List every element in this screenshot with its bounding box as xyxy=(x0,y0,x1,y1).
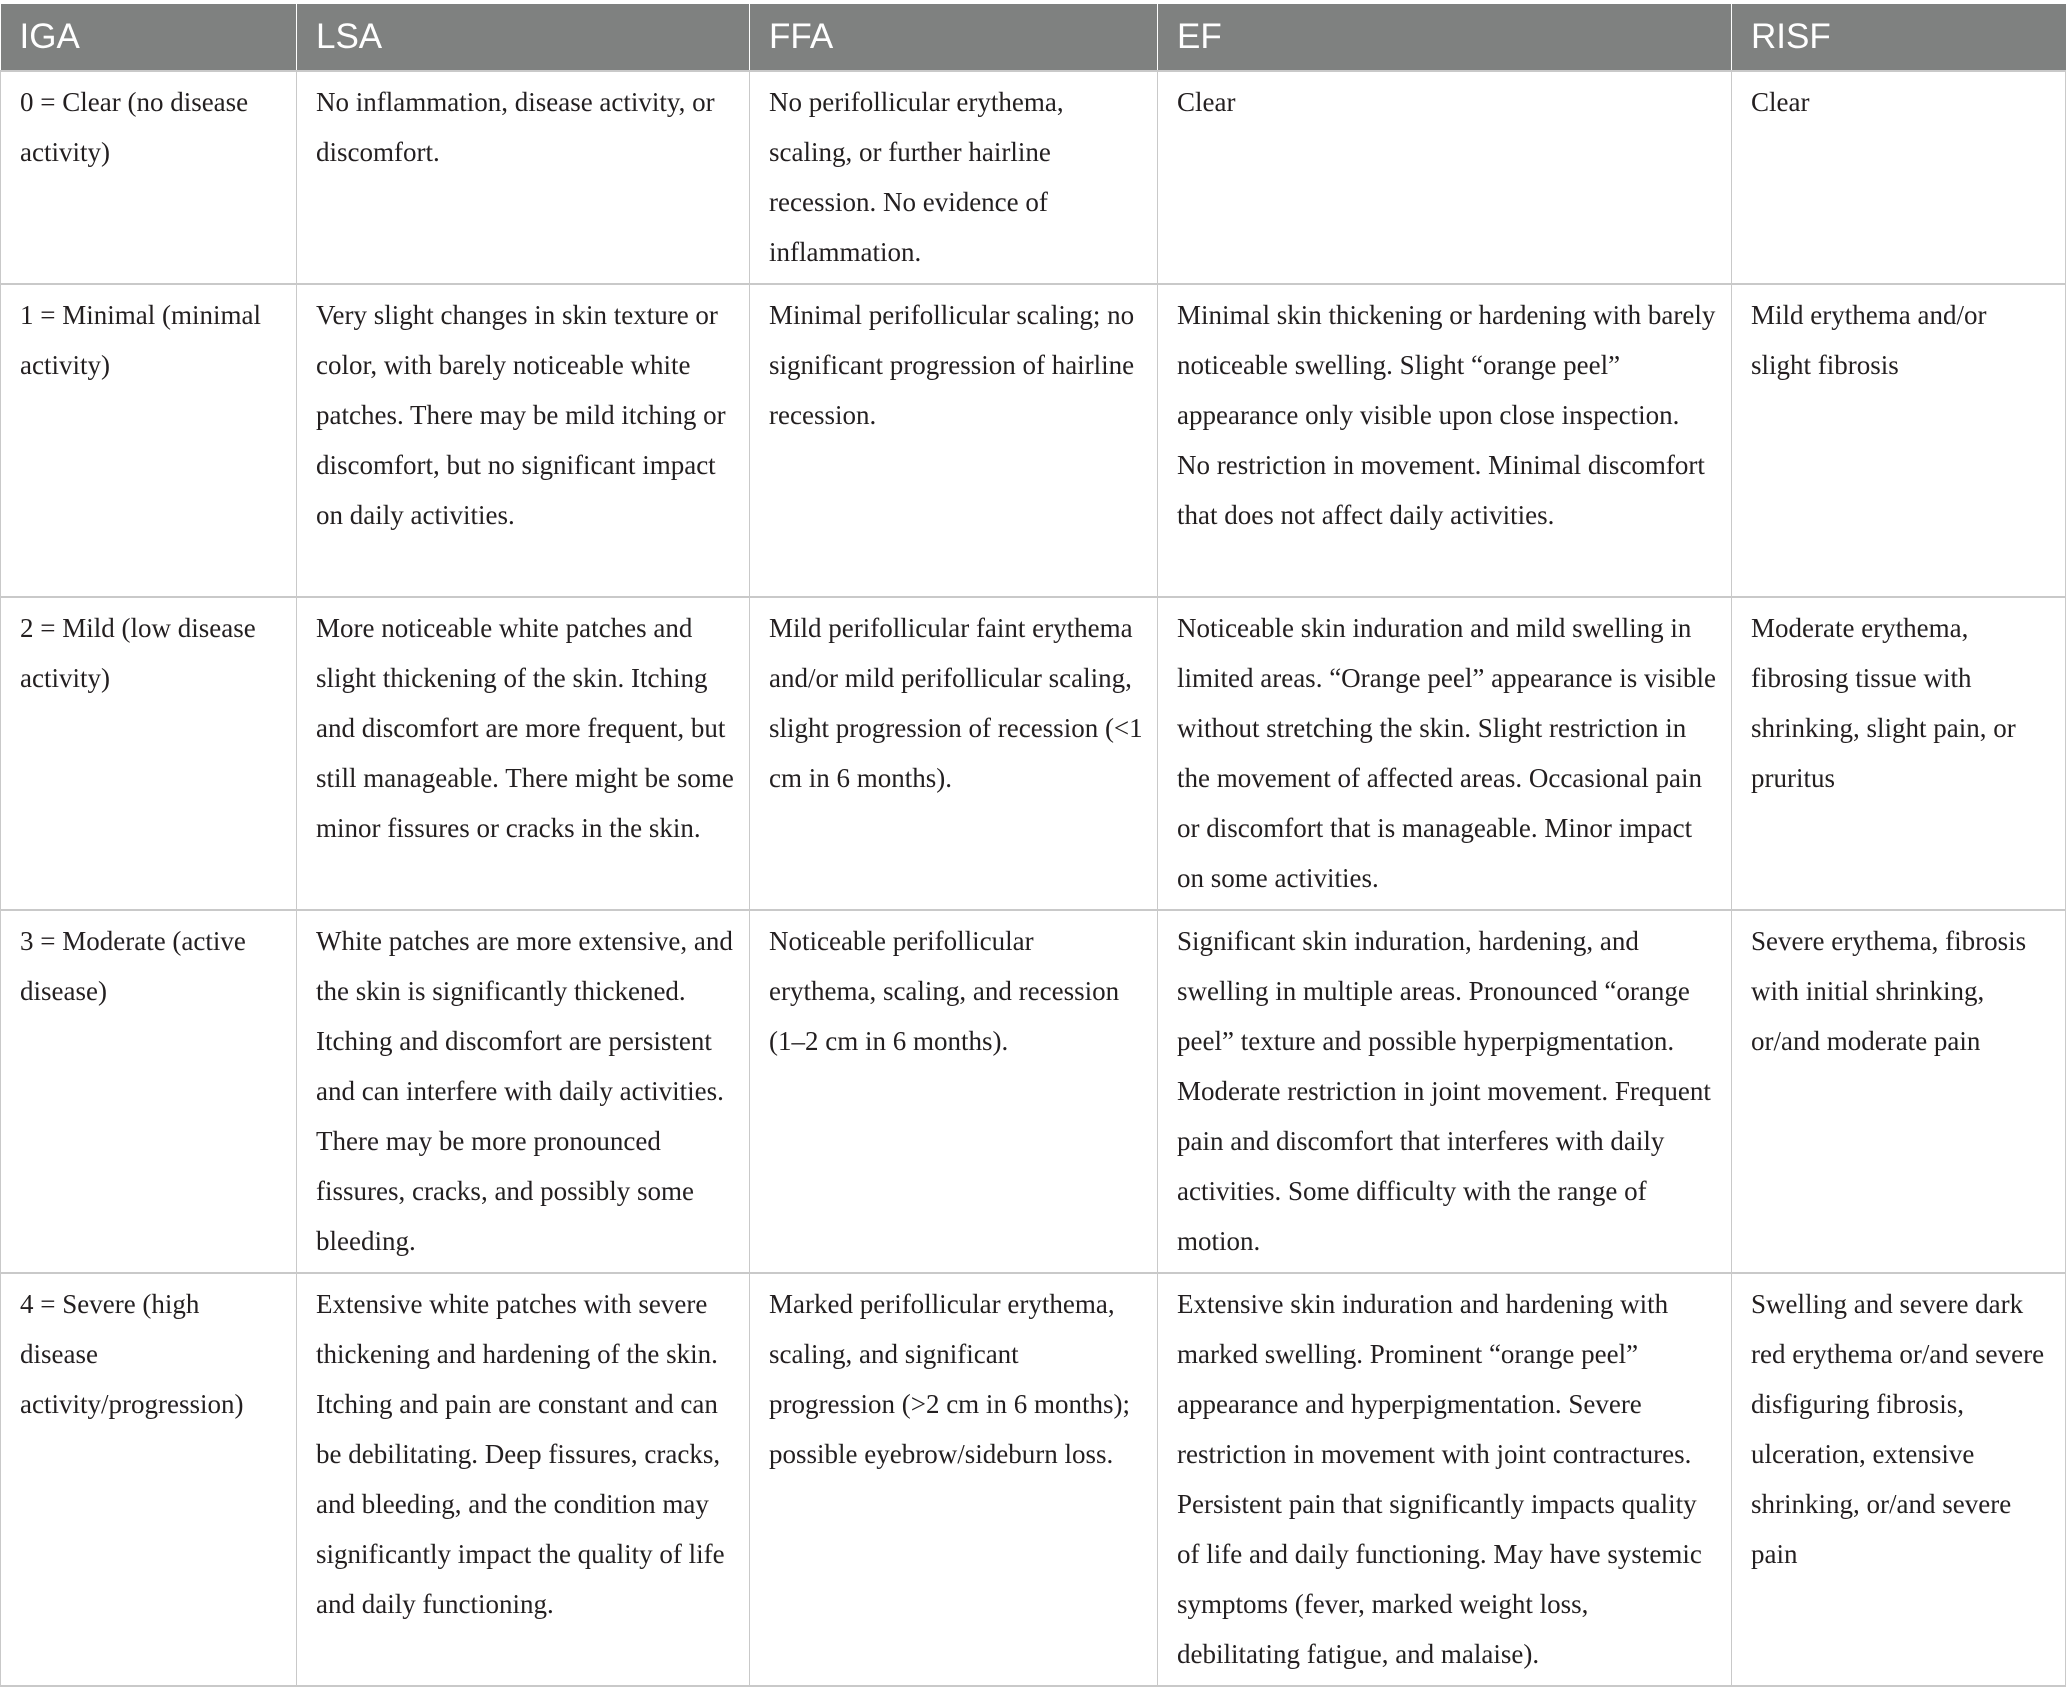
header-iga: IGA xyxy=(1,4,297,71)
cell-ffa: Marked perifollicular erythema, scaling, and significant progression (>2 cm in 6 months); possible eyebrow/sideburn loss. xyxy=(750,1273,1158,1686)
cell-ef: Minimal skin thickening or hardening with barely noticeable swelling. Slight “orange peel” appearance only visible upon close inspection. No restriction in movement. Minimal discomfort that does not affect daily activities. xyxy=(1158,284,1732,597)
cell-lsa: Very slight changes in skin texture or color, with barely noticeable white patches. There may be mild itching or discomfort, but no significant impact on daily activities. xyxy=(297,284,750,597)
header-lsa: LSA xyxy=(297,4,750,71)
table-row xyxy=(1,71,2066,284)
cell-ef: Noticeable skin induration and mild swelling in limited areas. “Orange peel” appearance is visible without stretching the skin. Slight restriction in the movement of affected areas. Occasional pain or discomfort that is manageable. Minor impact on some activities. xyxy=(1158,597,1732,910)
cell-ef: Extensive skin induration and hardening with marked swelling. Prominent “orange peel” appearance and hyperpigmentation. Severe restriction in movement with joint contractures. Persistent pain that significantly impacts quality of life and daily functioning. May have systemic symptoms (fever, marked weight loss, debilitating fatigue, and malaise). xyxy=(1158,1273,1732,1686)
cell-risf: Mild erythema and/or slight fibrosis xyxy=(1732,284,2066,597)
table-header xyxy=(1,4,2066,71)
table-row xyxy=(1,284,2066,597)
cell-ffa: Mild perifollicular faint erythema and/or mild perifollicular scaling, slight progression of recession (<1 cm in 6 months). xyxy=(750,597,1158,910)
cell-ffa: Minimal perifollicular scaling; no significant progression of hairline recession. xyxy=(750,284,1158,597)
severity-table xyxy=(0,4,2066,1687)
cell-risf: Clear xyxy=(1732,71,2066,284)
cell-ffa: Noticeable perifollicular erythema, scaling, and recession (1–2 cm in 6 months). xyxy=(750,910,1158,1273)
cell-ef: Significant skin induration, hardening, and swelling in multiple areas. Pronounced “orange peel” texture and possible hyperpigmentation. Moderate restriction in joint movement. Frequent pain and discomfort that interferes with daily activities. Some difficulty with the range of motion. xyxy=(1158,910,1732,1273)
cell-lsa: White patches are more extensive, and the skin is significantly thickened. Itching and discomfort are persistent and can interfere with daily activities. There may be more pronounced fissures, cracks, and possibly some bleeding. xyxy=(297,910,750,1273)
cell-risf: Moderate erythema, fibrosing tissue with shrinking, slight pain, or pruritus xyxy=(1732,597,2066,910)
cell-lsa: More noticeable white patches and slight thickening of the skin. Itching and discomfort are more frequent, but still manageable. There might be some minor fissures or cracks in the skin. xyxy=(297,597,750,910)
cell-ffa: No perifollicular erythema, scaling, or further hairline recession. No evidence of inflammation. xyxy=(750,71,1158,284)
header-row xyxy=(1,4,2066,71)
cell-iga: 3 = Moderate (active disease) xyxy=(1,910,297,1273)
cell-risf: Swelling and severe dark red erythema or/and severe disfiguring fibrosis, ulceration, extensive shrinking, or/and severe pain xyxy=(1732,1273,2066,1686)
cell-iga: 1 = Minimal (minimal activity) xyxy=(1,284,297,597)
cell-risf: Severe erythema, fibrosis with initial shrinking, or/and moderate pain xyxy=(1732,910,2066,1273)
header-ffa: FFA xyxy=(750,4,1158,71)
header-risf: RISF xyxy=(1732,4,2066,71)
table-row xyxy=(1,597,2066,910)
cell-ef: Clear xyxy=(1158,71,1732,284)
severity-table-container xyxy=(0,4,2065,1687)
cell-iga: 0 = Clear (no disease activity) xyxy=(1,71,297,284)
cell-lsa: Extensive white patches with severe thickening and hardening of the skin. Itching and pain are constant and can be debilitating. Deep fissures, cracks, and bleeding, and the condition may significantly impact the quality of life and daily functioning. xyxy=(297,1273,750,1686)
cell-iga: 2 = Mild (low disease activity) xyxy=(1,597,297,910)
table-body xyxy=(1,71,2066,1686)
cell-iga: 4 = Severe (high disease activity/progression) xyxy=(1,1273,297,1686)
cell-lsa: No inflammation, disease activity, or discomfort. xyxy=(297,71,750,284)
table-row xyxy=(1,910,2066,1273)
header-ef: EF xyxy=(1158,4,1732,71)
table-row xyxy=(1,1273,2066,1686)
